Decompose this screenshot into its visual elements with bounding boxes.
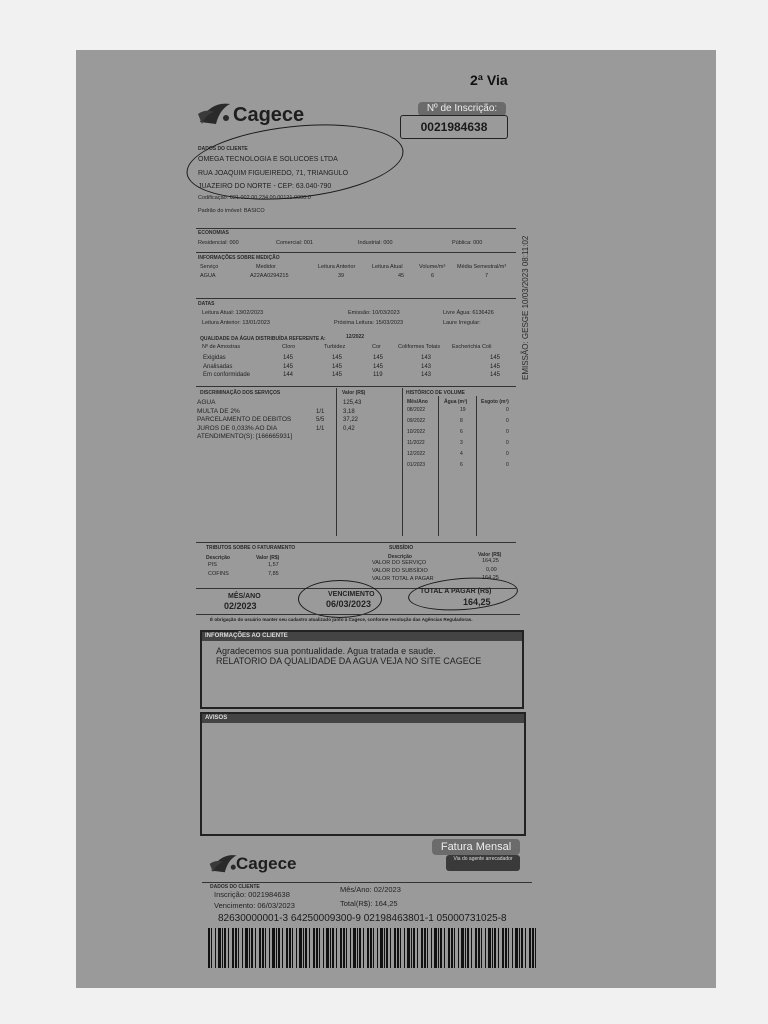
stub-due: Vencimento: 06/03/2023 [214, 901, 295, 910]
barcode [208, 928, 540, 968]
service-parcel: 1/1 [316, 408, 325, 415]
service-value: 125,43 [343, 400, 362, 406]
barcode-bar [265, 928, 266, 968]
client-section-title: DADOS DO CLIENTE [198, 146, 248, 152]
barcode-bar [208, 928, 210, 968]
client-info-title: INFORMAÇÕES AO CLIENTE [202, 632, 522, 641]
subsidy-service-value: 164,25 [482, 558, 499, 564]
service-desc: ATENDIMENTO(S): [166665931] [197, 433, 293, 440]
inscription-number: 0021984638 [400, 115, 508, 139]
barcode-bar [269, 928, 270, 968]
service-parcel [316, 399, 324, 408]
service-desc: MULTA DE 2% [197, 407, 240, 415]
history-sewer: 0 [506, 407, 509, 413]
barcode-bar [498, 928, 499, 968]
barcode-bar [380, 928, 383, 968]
handwritten-circle-due [298, 580, 382, 618]
barcode-bar [390, 928, 391, 968]
taxes-header-value: Valor (R$) [256, 555, 280, 561]
barcode-bar [232, 928, 234, 968]
barcode-bar [313, 928, 315, 968]
barcode-bar [411, 928, 412, 968]
service-desc: AGUA [197, 399, 216, 406]
quality-cell: 143 [421, 372, 432, 378]
history-month: 11/2022 [407, 440, 425, 446]
quality-col-coliforms [421, 354, 431, 380]
barcode-bar [289, 928, 291, 968]
barcode-bar [245, 928, 248, 968]
barcode-bar [471, 928, 472, 968]
quality-row-label: Em conformidade [203, 372, 251, 378]
total-label: TOTAL A PAGAR (R$) [420, 588, 492, 595]
quality-header-ecoli: Escherichia Coli [452, 344, 492, 350]
quality-cell: 145 [373, 355, 384, 361]
quality-header-color: Cor [372, 344, 381, 350]
measurement-header-service: Serviço [200, 264, 219, 270]
barcode-bar [529, 928, 531, 968]
tax-pis-label: PIS [208, 562, 217, 568]
cagece-logo-text: Cagece [233, 104, 305, 126]
barcode-bar [444, 928, 445, 968]
quality-header-chlorine: Cloro [282, 344, 296, 350]
date-emission: Emissão: 10/03/2023 [348, 310, 400, 316]
barcode-bar [407, 928, 410, 968]
history-water: 6 [460, 429, 463, 435]
tax-cofins-label: COFINS [208, 571, 229, 577]
barcode-bar [434, 928, 437, 968]
barcode-bar [343, 928, 345, 968]
quality-header-turbidity: Turbidez [324, 344, 346, 350]
barcode-bar [440, 928, 442, 968]
client-city: JUAZEIRO DO NORTE - CEP: 63.040-790 [198, 183, 332, 190]
barcode-bar [461, 928, 464, 968]
barcode-bar [370, 928, 372, 968]
barcode-bar [286, 928, 288, 968]
history-sewer-col [506, 406, 509, 472]
quality-table [203, 354, 250, 380]
measurement-previous: 39 [338, 273, 345, 279]
economies-title: ECONOMIAS [198, 230, 229, 236]
history-header-month: Mês/Ano [407, 399, 428, 405]
total-value: 164,25 [463, 597, 491, 607]
notices-box [200, 712, 526, 836]
divider [196, 614, 520, 615]
measurement-meter: A22AA0294215 [250, 273, 289, 279]
barcode-bar [292, 928, 293, 968]
barcode-bar [431, 928, 432, 968]
service-desc: JUROS DE 0,033% AO DIA [197, 424, 278, 432]
month-label: MÊS/ANO [228, 593, 261, 600]
barcode-bar [340, 928, 342, 968]
tax-cofins-value: 7,85 [268, 571, 279, 577]
client-info-box [200, 630, 524, 709]
quality-cell: 145 [373, 363, 384, 370]
inscription-label: Nº de Inscrição: [418, 102, 506, 116]
client-name: OMEGA TECNOLOGIA E SOLUCOES LTDA [198, 156, 338, 163]
barcode-bar [404, 928, 405, 968]
divider [196, 386, 516, 387]
quality-cell: 145 [283, 355, 294, 361]
subsidy-total-label: VALOR TOTAL A PAGAR [372, 576, 434, 582]
barcode-bar [296, 928, 297, 968]
divider [196, 252, 516, 253]
quality-header-samples: Nº de Amostras [202, 344, 241, 350]
divider [438, 396, 439, 536]
barcode-bar [512, 928, 513, 968]
monthly-bill-badge-sub: Via do agente arrecadador [446, 855, 520, 871]
barcode-bar [481, 928, 482, 968]
service-parcel: 5/5 [316, 417, 325, 423]
history-sewer: 0 [506, 462, 509, 468]
measurement-header-average: Média Semestral/m³ [457, 264, 507, 270]
second-copy-label: 2ª Via [470, 72, 508, 88]
quality-cell: 145 [490, 363, 501, 370]
barcode-bar [485, 928, 486, 968]
barcode-bar [421, 928, 423, 968]
services-value-col [343, 399, 361, 442]
barcode-bar [377, 928, 378, 968]
quality-cell: 145 [490, 372, 501, 378]
barcode-bar [211, 928, 212, 968]
month-value: 02/2023 [224, 601, 257, 611]
barcode-bar [255, 928, 256, 968]
history-month: 12/2022 [407, 451, 426, 457]
barcode-bar [427, 928, 428, 968]
barcode-bar [276, 928, 277, 968]
barcode-bar [332, 928, 334, 968]
measurement-average: 7 [485, 273, 489, 279]
history-water: 6 [460, 462, 463, 468]
client-info-line2: RELATORIO DA QUALIDADE DA AGUA VEJA NO SITE CAGECE [216, 656, 482, 666]
measurement-header-meter: Medidor [256, 264, 276, 270]
barcode-bar [282, 928, 283, 968]
barcode-bar [502, 928, 504, 968]
barcode-bar [394, 928, 396, 968]
date-previous-reading: Leitura Anterior: 13/01/2023 [202, 320, 270, 326]
barcode-bar [458, 928, 459, 968]
history-title: HISTÓRICO DE VOLUME [406, 390, 465, 396]
history-water: 4 [460, 451, 463, 457]
quality-cell: 145 [283, 363, 294, 370]
barcode-bar [278, 928, 280, 968]
barcode-bar [448, 928, 450, 968]
quality-col-color [373, 354, 383, 380]
barcode-bar [326, 928, 329, 968]
barcode-bar [242, 928, 243, 968]
barcode-bar [532, 928, 534, 968]
service-value: 0,42 [343, 425, 355, 432]
service-parcel: 1/1 [316, 425, 325, 432]
barcode-bar [319, 928, 320, 968]
barcode-bar [519, 928, 520, 968]
barcode-bar [353, 928, 356, 968]
quality-title: QUALIDADE DA ÁGUA DISTRIBUÍDA REFERENTE A: [200, 336, 326, 342]
stub-logo-text: Cagece [236, 854, 297, 873]
quality-cell: 119 [373, 372, 383, 378]
quality-row-label: Analisadas [203, 363, 233, 370]
quality-col-ecoli [490, 354, 500, 380]
services-title: DISCRIMINAÇÃO DOS SERVIÇOS [200, 390, 281, 396]
divider [196, 298, 516, 299]
barcode-bar [224, 928, 226, 968]
history-month-col [407, 406, 425, 472]
side-emission-text: EMISSÃO: GESGE 10/03/2023 08:11:02 [521, 235, 530, 380]
subsidy-header-desc: Descrição [388, 554, 412, 560]
measurement-title: INFORMAÇÕES SOBRE MEDIÇÃO [198, 255, 280, 261]
barcode-bar [330, 928, 331, 968]
date-next-reading: Próxima Leitura: 15/03/2023 [334, 320, 404, 326]
quality-header-coliforms: Coliformes Totais [398, 344, 441, 350]
barcode-bar [316, 928, 318, 968]
barcode-bar [359, 928, 361, 968]
barcode-bar [417, 928, 418, 968]
client-codification: Codificação: 021.002.00.234.00.00121.0000.0 [198, 195, 311, 201]
history-header-sewer: Esgoto (m³) [481, 399, 509, 405]
quality-col-turbidity [332, 354, 342, 380]
history-header-water: Água (m³) [444, 399, 468, 405]
due-value: 06/03/2023 [326, 599, 372, 609]
barcode-bar [521, 928, 523, 968]
client-street: RUA JOAQUIM FIGUEIREDO, 71, TRIANGULO [198, 170, 349, 177]
subsidy-header-value: Valor (R$) [478, 552, 502, 558]
subsidy-subsidy-label: VALOR DO SUBSÍDIO [372, 568, 428, 574]
service-desc: PARCELAMENTO DE DEBITOS [197, 416, 292, 423]
taxes-header-desc: Descrição [206, 555, 230, 561]
free-irregular: Laure Irregular: [443, 320, 481, 326]
barcode-bar [235, 928, 237, 968]
measurement-volume: 6 [431, 273, 435, 279]
quality-cell: 145 [490, 355, 501, 361]
subsidy-total-value: 164,25 [482, 575, 499, 581]
stub-month: Mês/Ano: 02/2023 [340, 885, 401, 894]
barcode-bar [492, 928, 493, 968]
cadastre-notice: É obrigação do usuário manter seu cadastro atualizado junto à Cagece, conforme resolução das Agências Reguladoras. [210, 617, 473, 622]
stub-inscription: Inscrição: 0021984638 [214, 890, 290, 899]
quality-row-label: Exigidas [203, 355, 226, 361]
barcode-bar [336, 928, 337, 968]
service-parcel [316, 433, 324, 442]
history-sewer: 0 [506, 429, 509, 435]
history-water: 8 [460, 418, 463, 424]
barcode-bar [384, 928, 385, 968]
notices-title: AVISOS [202, 714, 524, 723]
economy-commercial: Comercial: 001 [276, 240, 313, 246]
service-value [343, 433, 361, 442]
barcode-bar [488, 928, 491, 968]
tax-pis-value: 1,57 [268, 562, 279, 568]
barcode-bar [303, 928, 304, 968]
history-sewer: 0 [506, 440, 509, 446]
divider [196, 542, 516, 543]
barcode-bar [535, 928, 536, 968]
barcode-bar [262, 928, 264, 968]
barcode-bar [323, 928, 324, 968]
barcode-bar [218, 928, 221, 968]
subsidy-subsidy-value: 0,00 [486, 567, 497, 573]
history-water: 3 [460, 440, 463, 446]
history-water-col [460, 406, 466, 472]
measurement-header-previous: Leitura Anterior [318, 264, 356, 270]
quality-cell: 143 [421, 355, 432, 361]
barcode-bar [367, 928, 369, 968]
barcode-bar [400, 928, 401, 968]
quality-cell: 145 [332, 355, 343, 361]
water-free-number: Livre Água: 6136426 [443, 310, 494, 316]
quality-cell: 143 [421, 363, 432, 370]
barcode-bar [305, 928, 307, 968]
quality-cell: 145 [332, 363, 343, 370]
history-sewer: 0 [506, 418, 509, 424]
history-month: 09/2022 [407, 418, 426, 424]
measurement-service: AGUA [200, 273, 216, 279]
quality-cell: 144 [283, 372, 294, 378]
barcode-bar [505, 928, 507, 968]
barcode-bar [525, 928, 526, 968]
divider [196, 228, 516, 229]
barcode-bar [475, 928, 477, 968]
services-desc-col [197, 399, 292, 442]
barcode-bar [397, 928, 399, 968]
bill-sheet [76, 50, 716, 988]
barcode-bar [494, 928, 496, 968]
history-month: 08/2022 [407, 407, 426, 413]
divider [336, 388, 337, 536]
barcode-bar [357, 928, 358, 968]
economy-residential: Residencial: 000 [198, 240, 239, 246]
divider [402, 388, 403, 536]
barcode-bar [228, 928, 229, 968]
dates-title: DATAS [198, 301, 215, 307]
barcode-bar [222, 928, 223, 968]
measurement-header-volume: Volume/m³ [419, 264, 446, 270]
quality-col-chlorine [283, 354, 293, 380]
barcode-bar [238, 928, 239, 968]
barcode-bar [424, 928, 426, 968]
barcode-number: 82630000001-3 64250009300-9 02198463801-1 05000731025-8 [218, 913, 507, 924]
barcode-bar [508, 928, 509, 968]
barcode-bar [272, 928, 275, 968]
measurement-header-current: Leitura Atual [372, 264, 403, 270]
barcode-bar [413, 928, 415, 968]
history-month: 01/2023 [407, 462, 426, 468]
barcode-bar [438, 928, 439, 968]
stub-client-title: DADOS DO CLIENTE [210, 884, 260, 890]
date-current-reading: Leitura Atual: 13/02/2023 [202, 310, 264, 316]
barcode-bar [373, 928, 374, 968]
subsidy-service-label: VALOR DO SERVIÇO [372, 560, 427, 566]
subsidy-title: SUBSÍDIO [389, 545, 414, 551]
barcode-bar [478, 928, 480, 968]
barcode-bar [346, 928, 347, 968]
barcode-bar [309, 928, 310, 968]
divider [476, 396, 477, 536]
barcode-bar [454, 928, 455, 968]
taxes-title: TRIBUTOS SOBRE O FATURAMENTO [206, 545, 296, 551]
economy-public: Pública: 000 [452, 240, 483, 246]
barcode-bar [451, 928, 453, 968]
service-value: 37,22 [343, 417, 359, 423]
client-info-line1: Agradecemos sua pontualidade. Agua tratada e saude. [216, 646, 436, 656]
history-month: 10/2022 [407, 429, 426, 435]
cagece-logo-icon [196, 98, 234, 128]
quality-cell: 145 [332, 372, 343, 378]
client-standard: Padrão do imóvel: BASICO [198, 208, 265, 214]
barcode-bar [386, 928, 388, 968]
barcode-bar [259, 928, 261, 968]
barcode-bar [299, 928, 302, 968]
monthly-bill-badge: Fatura Mensal [432, 839, 520, 855]
economy-industrial: Industrial: 000 [358, 240, 393, 246]
quality-reference: 12/2022 [346, 334, 365, 340]
barcode-bar [215, 928, 216, 968]
barcode-bar [350, 928, 351, 968]
history-sewer: 0 [506, 451, 509, 457]
stub-total: Total(R$): 164,25 [340, 899, 398, 908]
barcode-bar [467, 928, 469, 968]
barcode-bar [363, 928, 364, 968]
barcode-bar [251, 928, 253, 968]
due-label: VENCIMENTO [328, 591, 375, 598]
service-value: 3,18 [343, 408, 355, 415]
measurement-current: 45 [398, 273, 405, 279]
barcode-bar [465, 928, 466, 968]
barcode-bar [249, 928, 250, 968]
divider [202, 882, 532, 883]
services-value-header: Valor (R$) [342, 390, 366, 396]
services-parcel-col [316, 399, 324, 442]
barcode-bar [515, 928, 518, 968]
history-water: 19 [460, 407, 466, 413]
